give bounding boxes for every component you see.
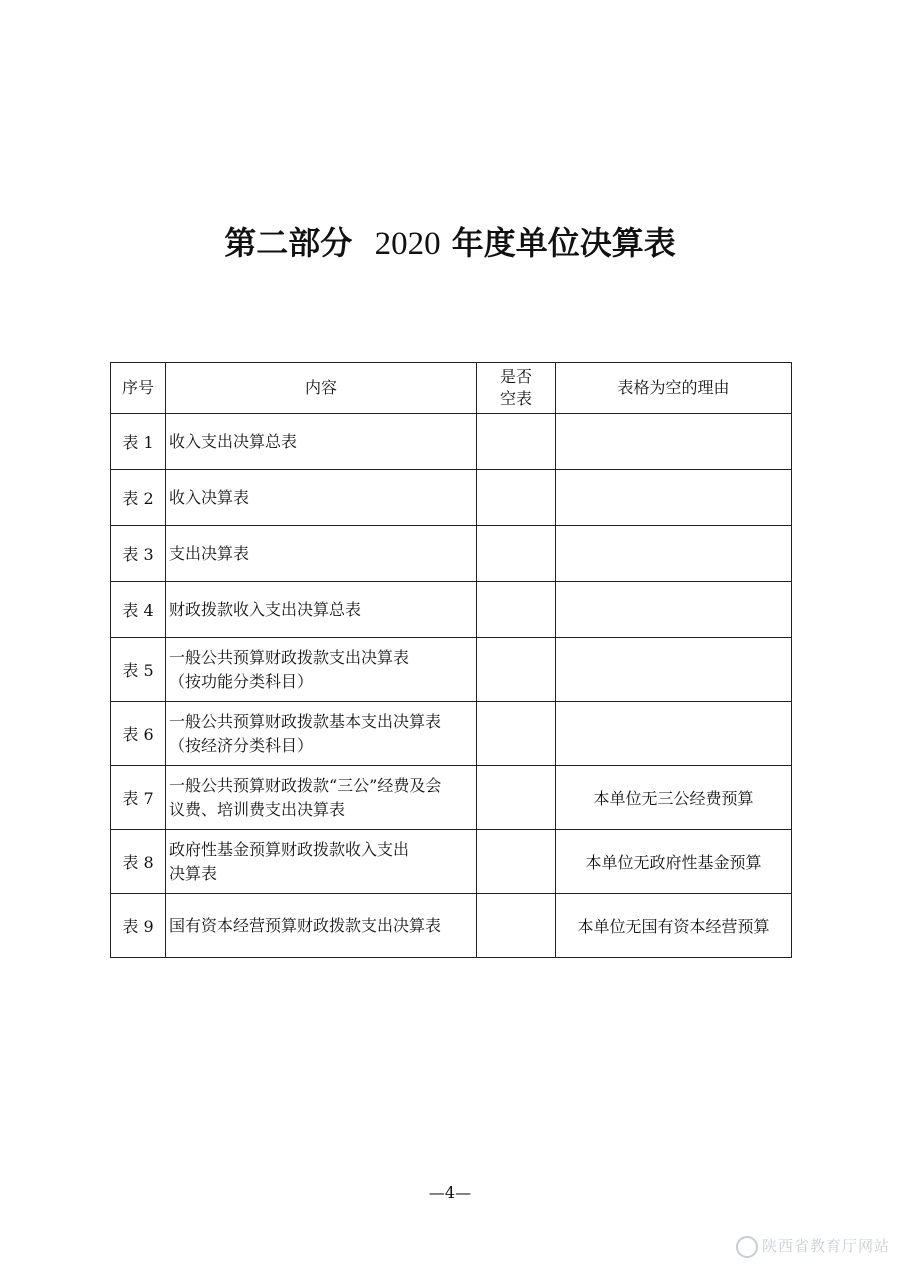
table-row [111, 638, 792, 702]
row-reason: 本单位无政府性基金预算 [556, 830, 792, 894]
row-content [166, 766, 477, 830]
title-rest: 年度单位决算表 [451, 224, 676, 262]
page-title [0, 218, 900, 264]
header-index: 序号 [111, 363, 166, 414]
row-reason: 本单位无国有资本经营预算 [556, 894, 792, 958]
row-reason [556, 414, 792, 470]
row-reason [556, 638, 792, 702]
budget-table [110, 362, 792, 958]
row-index: 表 8 [111, 830, 166, 894]
header-reason: 表格为空的理由 [556, 363, 792, 414]
table-row [111, 526, 792, 582]
row-reason [556, 470, 792, 526]
table-row [111, 702, 792, 766]
header-empty-line1: 是否 [499, 367, 532, 386]
row-index: 表 2 [111, 470, 166, 526]
row-empty-flag [477, 830, 556, 894]
table-row [111, 414, 792, 470]
row-content [166, 830, 477, 894]
row-index: 表 1 [111, 414, 166, 470]
title-year: 2020 [374, 226, 441, 262]
row-content-line1: 收入支出决算总表 [169, 431, 298, 451]
row-content [166, 582, 477, 638]
table-row [111, 582, 792, 638]
row-content-line1: 一般公共预算财政拨款基本支出决算表 [169, 711, 442, 731]
row-empty-flag [477, 470, 556, 526]
table-row [111, 766, 792, 830]
row-content [166, 638, 477, 702]
row-content [166, 470, 477, 526]
row-empty-flag [477, 894, 556, 958]
row-content-line2: 议费、培训费支出决算表 [169, 799, 346, 819]
row-empty-flag [477, 526, 556, 582]
row-content-line1: 支出决算表 [169, 543, 250, 563]
row-content [166, 414, 477, 470]
row-content-line1: 一般公共预算财政拨款“三公”经费及会 [169, 775, 442, 795]
row-content [166, 702, 477, 766]
row-index: 表 4 [111, 582, 166, 638]
table-row [111, 470, 792, 526]
row-content-line1: 财政拨款收入支出决算总表 [169, 599, 362, 619]
row-empty-flag [477, 638, 556, 702]
table-header-row [111, 363, 792, 414]
row-content-line2: （按功能分类科目） [169, 671, 314, 691]
table-row [111, 830, 792, 894]
row-content-line1: 收入决算表 [169, 487, 250, 507]
row-index: 表 6 [111, 702, 166, 766]
header-content: 内容 [166, 363, 477, 414]
row-reason: 本单位无三公经费预算 [556, 766, 792, 830]
row-index: 表 3 [111, 526, 166, 582]
row-reason [556, 702, 792, 766]
header-empty-line2: 空表 [499, 389, 532, 408]
row-content [166, 894, 477, 958]
watermark-logo-icon [736, 1236, 758, 1258]
row-content-line1: 国有资本经营预算财政拨款支出决算表 [169, 915, 442, 935]
row-empty-flag [477, 766, 556, 830]
header-empty [477, 363, 556, 414]
row-empty-flag [477, 414, 556, 470]
watermark-text: 陕西省教育厅网站 [761, 1237, 890, 1255]
row-index: 表 7 [111, 766, 166, 830]
row-content-line2: 决算表 [169, 863, 218, 883]
row-reason [556, 526, 792, 582]
row-reason [556, 582, 792, 638]
row-content-line2: （按经济分类科目） [169, 735, 314, 755]
row-index: 表 5 [111, 638, 166, 702]
watermark [736, 1235, 890, 1258]
title-part: 第二部分 [224, 224, 353, 262]
row-content [166, 526, 477, 582]
row-content-line1: 政府性基金预算财政拨款收入支出 [169, 839, 410, 859]
row-empty-flag [477, 702, 556, 766]
row-empty-flag [477, 582, 556, 638]
row-content-line1: 一般公共预算财政拨款支出决算表 [169, 647, 410, 667]
table-row [111, 894, 792, 958]
row-index: 表 9 [111, 894, 166, 958]
page-number: —4— [428, 1183, 472, 1202]
